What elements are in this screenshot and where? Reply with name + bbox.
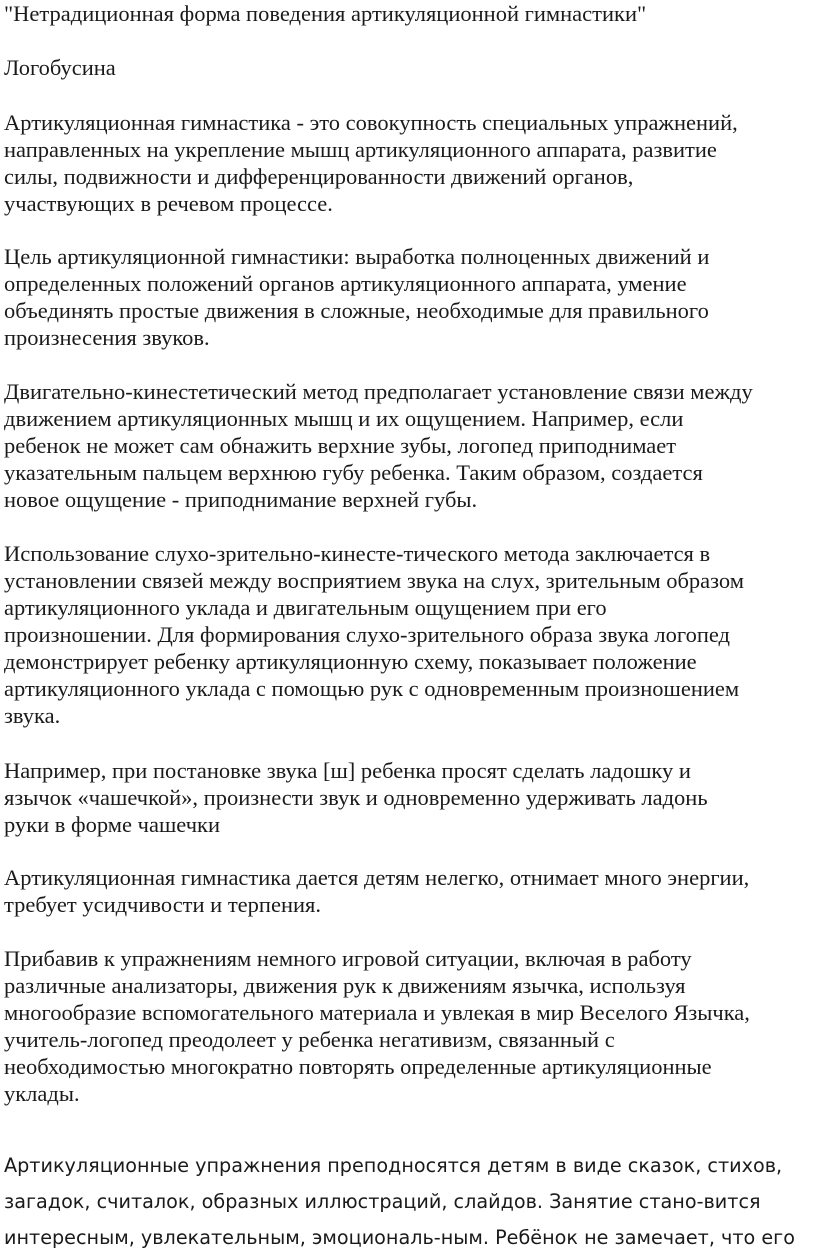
paragraph-line: интересным, увлекательным, эмоциональ-ным. Ребёнок не замечает, что его	[4, 1226, 796, 1249]
paragraph-line: демонстрирует ребенку артикуляционную схему, показывает положение	[4, 649, 697, 674]
paragraph-line: определенных положений органов артикуляционного аппарата, умение	[4, 271, 687, 296]
paragraph-line: язычок «чашечкой», произнести звук и одновременно удерживать ладонь	[4, 785, 708, 810]
paragraph-line: произношении. Для формирования слухо-зрительного образа звука логопед	[4, 622, 731, 647]
paragraph-line: участвующих в речевом процессе.	[4, 191, 333, 216]
paragraph-line: произнесения звуков.	[4, 325, 210, 350]
paragraph-line: артикуляционного уклада с помощью рук с одновременным произношением	[4, 676, 740, 701]
paragraph-line: учитель-логопед преодолеет у ребенка негативизм, связанный с	[4, 1027, 615, 1052]
paragraph-line: ребенок не может сам обнажить верхние зубы, логопед приподнимает	[4, 433, 677, 458]
paragraph-definition	[4, 109, 816, 217]
paragraph-line: Цель артикуляционной гимнастики: выработка полноценных движений и	[4, 244, 710, 269]
paragraph-line: требует усидчивости и терпения.	[4, 892, 321, 917]
paragraph-line: звука.	[4, 703, 61, 728]
document-title	[4, 0, 816, 27]
paragraph-line: силы, подвижности и дифференцированности движений органов,	[4, 164, 634, 189]
paragraph-line: Прибавив к упражнениям немного игровой ситуации, включая в работу	[4, 946, 692, 971]
paragraph-line: установлении связей между восприятием звука на слух, зрительным образом	[4, 568, 744, 593]
paragraph-line: артикуляционного уклада и двигательным ощущением при его	[4, 595, 607, 620]
paragraph-line: Например, при постановке звука [ш] ребенка просят сделать ладошку и	[4, 758, 691, 783]
paragraph-example	[4, 757, 816, 838]
paragraph-line: необходимостью многократно повторять определенные артикуляционные	[4, 1054, 712, 1079]
paragraph-line: многообразие вспомогательного материала и увлекая в мир Веселого Язычка,	[4, 1000, 750, 1025]
paragraph-line: уклады.	[4, 1081, 80, 1106]
author-line: Логобусина	[4, 55, 116, 80]
paragraph-line: Артикуляционные упражнения преподносятся детям в виде сказок, стихов,	[4, 1154, 783, 1177]
paragraph-line: объединять простые движения в сложные, необходимые для правильного	[4, 298, 709, 323]
paragraph-line: новое ощущение - приподнимание верхней губы.	[4, 487, 478, 512]
paragraph-game-situation	[4, 945, 816, 1107]
paragraph-line: Использование слухо-зрительно-кинесте-тического метода заключается в	[4, 541, 711, 566]
title-line: "Нетрадиционная форма поведения артикуляционной гимнастики"	[4, 1, 647, 26]
paragraph-line: Артикуляционная гимнастика дается детям нелегко, отнимает много энергии,	[4, 865, 750, 890]
paragraph-difficulty	[4, 864, 816, 918]
paragraph-line: Двигательно-кинестетический метод предполагает установление связи между	[4, 379, 753, 404]
paragraph-goal	[4, 243, 816, 351]
paragraph-line: направленных на укрепление мышц артикуляционного аппарата, развитие	[4, 137, 717, 162]
paragraph-audio-visual-method	[4, 540, 816, 729]
paragraph-line: движением артикуляционных мышц и их ощущением. Например, если	[4, 406, 684, 431]
paragraph-kinesthetic-method	[4, 378, 816, 513]
paragraph-line: указательным пальцем верхнюю губу ребенка. Таким образом, создается	[4, 460, 703, 485]
paragraph-line: различные анализаторы, движения рук к движениям язычка, используя	[4, 973, 686, 998]
paragraph-exercise-presentation	[4, 1148, 816, 1256]
paragraph-line: загадок, считалок, образных иллюстраций, слайдов. Занятие стано-вится	[4, 1190, 761, 1213]
document-author	[4, 54, 816, 81]
paragraph-line: руки в форме чашечки	[4, 812, 220, 837]
paragraph-line: Артикуляционная гимнастика - это совокупность специальных упражнений,	[4, 110, 738, 135]
